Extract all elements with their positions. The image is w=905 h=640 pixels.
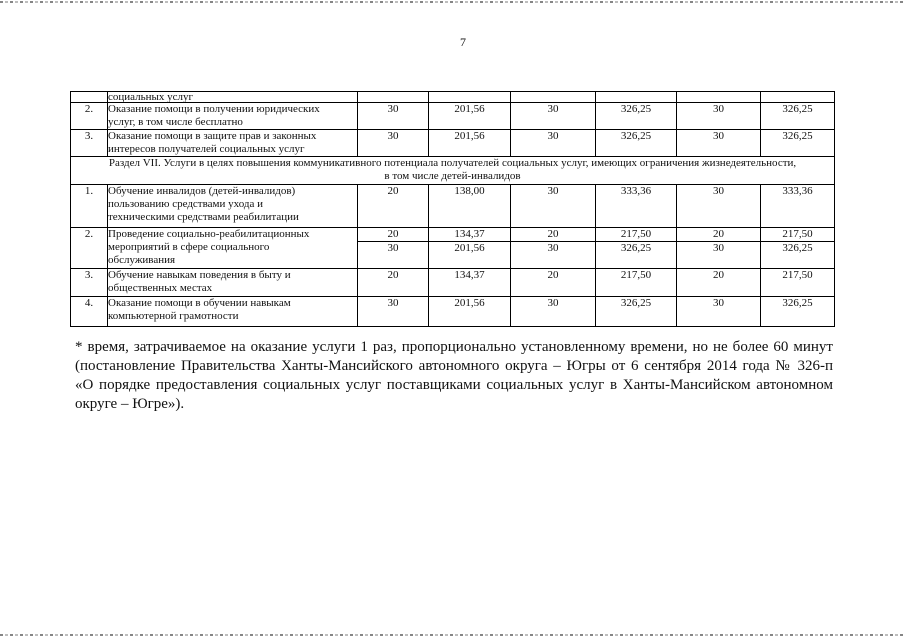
value-cell: 326,25 — [596, 242, 677, 269]
footnote-line: округе – Югре»). — [75, 396, 185, 412]
service-name — [108, 92, 358, 103]
value-cell: 326,25 — [761, 242, 835, 269]
section-title — [71, 157, 835, 185]
service-name-line: услуг, в том числе бесплатно — [108, 116, 243, 128]
row-number: 1. — [71, 185, 108, 228]
value-cell: 138,00 — [429, 185, 511, 228]
value-cell — [596, 92, 677, 103]
value-cell: 20 — [358, 185, 429, 228]
service-name — [108, 130, 358, 157]
services-table — [70, 91, 835, 327]
service-name-line: компьютерной грамотности — [108, 310, 239, 322]
value-cell: 217,50 — [761, 269, 835, 297]
row-number: 3. — [71, 269, 108, 297]
value-cell: 333,36 — [761, 185, 835, 228]
service-name-line: техническими средствами реабилитации — [108, 211, 299, 223]
value-cell: 201,56 — [429, 103, 511, 130]
row-number: 3. — [71, 130, 108, 157]
value-cell: 30 — [677, 130, 761, 157]
value-cell: 30 — [511, 242, 596, 269]
value-cell: 20 — [358, 269, 429, 297]
service-name-line: Оказание помощи в защите прав и законных — [108, 130, 317, 142]
footnote-line: (постановление Правительства Ханты-Мансийского автономного округа – Югры от 6 сентября 2014 года № 326-п — [75, 358, 833, 374]
value-cell: 326,25 — [761, 103, 835, 130]
row-number — [71, 92, 108, 103]
service-name — [108, 103, 358, 130]
value-cell: 30 — [511, 130, 596, 157]
value-cell: 333,36 — [596, 185, 677, 228]
value-cell: 30 — [358, 242, 429, 269]
service-name — [108, 297, 358, 327]
table-row-continuation — [71, 92, 835, 103]
value-cell — [511, 92, 596, 103]
row-number: 4. — [71, 297, 108, 327]
service-name-line: обслуживания — [108, 254, 176, 266]
value-cell: 30 — [358, 130, 429, 157]
section-header-row — [71, 157, 835, 185]
footnote-line: * время, затрачиваемое на оказание услуги 1 раз, пропорционально установленному времени, но не более 60 минут — [75, 339, 833, 355]
service-name-line: Оказание помощи в обучении навыкам — [108, 297, 291, 309]
footnote — [75, 338, 833, 414]
value-cell: 20 — [511, 228, 596, 242]
value-cell: 30 — [511, 297, 596, 327]
service-name-line: Проведение социально-реабилитационных — [108, 228, 310, 240]
value-cell: 326,25 — [761, 297, 835, 327]
service-name-line: Оказание помощи в получении юридических — [108, 103, 320, 115]
value-cell: 20 — [677, 269, 761, 297]
table-row — [71, 228, 835, 242]
value-cell: 20 — [511, 269, 596, 297]
value-cell: 326,25 — [596, 297, 677, 327]
table-row — [71, 185, 835, 228]
service-name-line: мероприятий в сфере социального — [108, 241, 270, 253]
service-name — [108, 269, 358, 297]
table-row — [71, 130, 835, 157]
service-name-line: интересов получателей социальных услуг — [108, 143, 305, 155]
service-name — [108, 228, 358, 269]
value-cell — [761, 92, 835, 103]
service-name-line: Обучение инвалидов (детей-инвалидов) — [108, 185, 296, 197]
value-cell: 30 — [677, 185, 761, 228]
page-number: 7 — [460, 35, 466, 49]
table-row — [71, 269, 835, 297]
value-cell — [677, 92, 761, 103]
value-cell: 326,25 — [596, 130, 677, 157]
value-cell: 217,50 — [596, 228, 677, 242]
service-name — [108, 185, 358, 228]
value-cell: 20 — [677, 228, 761, 242]
service-name-line: социальных услуг — [108, 91, 194, 103]
value-cell: 201,56 — [429, 242, 511, 269]
section-title-line: Раздел VII. Услуги в целях повышения коммуникативного потенциала получателей социальных услуг, имеющих ограничения жизнедеятельности, — [108, 157, 797, 169]
value-cell: 30 — [677, 103, 761, 130]
scan-edge-top — [0, 1, 905, 3]
value-cell — [358, 92, 429, 103]
value-cell: 30 — [358, 103, 429, 130]
service-name-line: общественных местах — [108, 282, 213, 294]
value-cell: 30 — [511, 185, 596, 228]
value-cell: 201,56 — [429, 130, 511, 157]
value-cell: 30 — [677, 297, 761, 327]
value-cell: 30 — [358, 297, 429, 327]
value-cell: 201,56 — [429, 297, 511, 327]
table-row — [71, 103, 835, 130]
value-cell: 134,37 — [429, 269, 511, 297]
value-cell: 30 — [511, 103, 596, 130]
value-cell: 20 — [358, 228, 429, 242]
value-cell: 217,50 — [761, 228, 835, 242]
value-cell: 326,25 — [596, 103, 677, 130]
value-cell: 134,37 — [429, 228, 511, 242]
footnote-line: «О порядке предоставления социальных услуг поставщиками социальных услуг в Ханты-Мансийском автономном — [75, 377, 833, 393]
value-cell: 217,50 — [596, 269, 677, 297]
scan-edge-bottom — [0, 634, 905, 636]
value-cell — [429, 92, 511, 103]
row-number: 2. — [71, 103, 108, 130]
value-cell: 326,25 — [761, 130, 835, 157]
row-number: 2. — [71, 228, 108, 269]
value-cell: 30 — [677, 242, 761, 269]
service-name-line: Обучение навыкам поведения в быту и — [108, 269, 291, 281]
table-row — [71, 297, 835, 327]
section-title-line: в том числе детей-инвалидов — [384, 170, 521, 182]
service-name-line: пользованию средствами ухода и — [108, 198, 264, 210]
